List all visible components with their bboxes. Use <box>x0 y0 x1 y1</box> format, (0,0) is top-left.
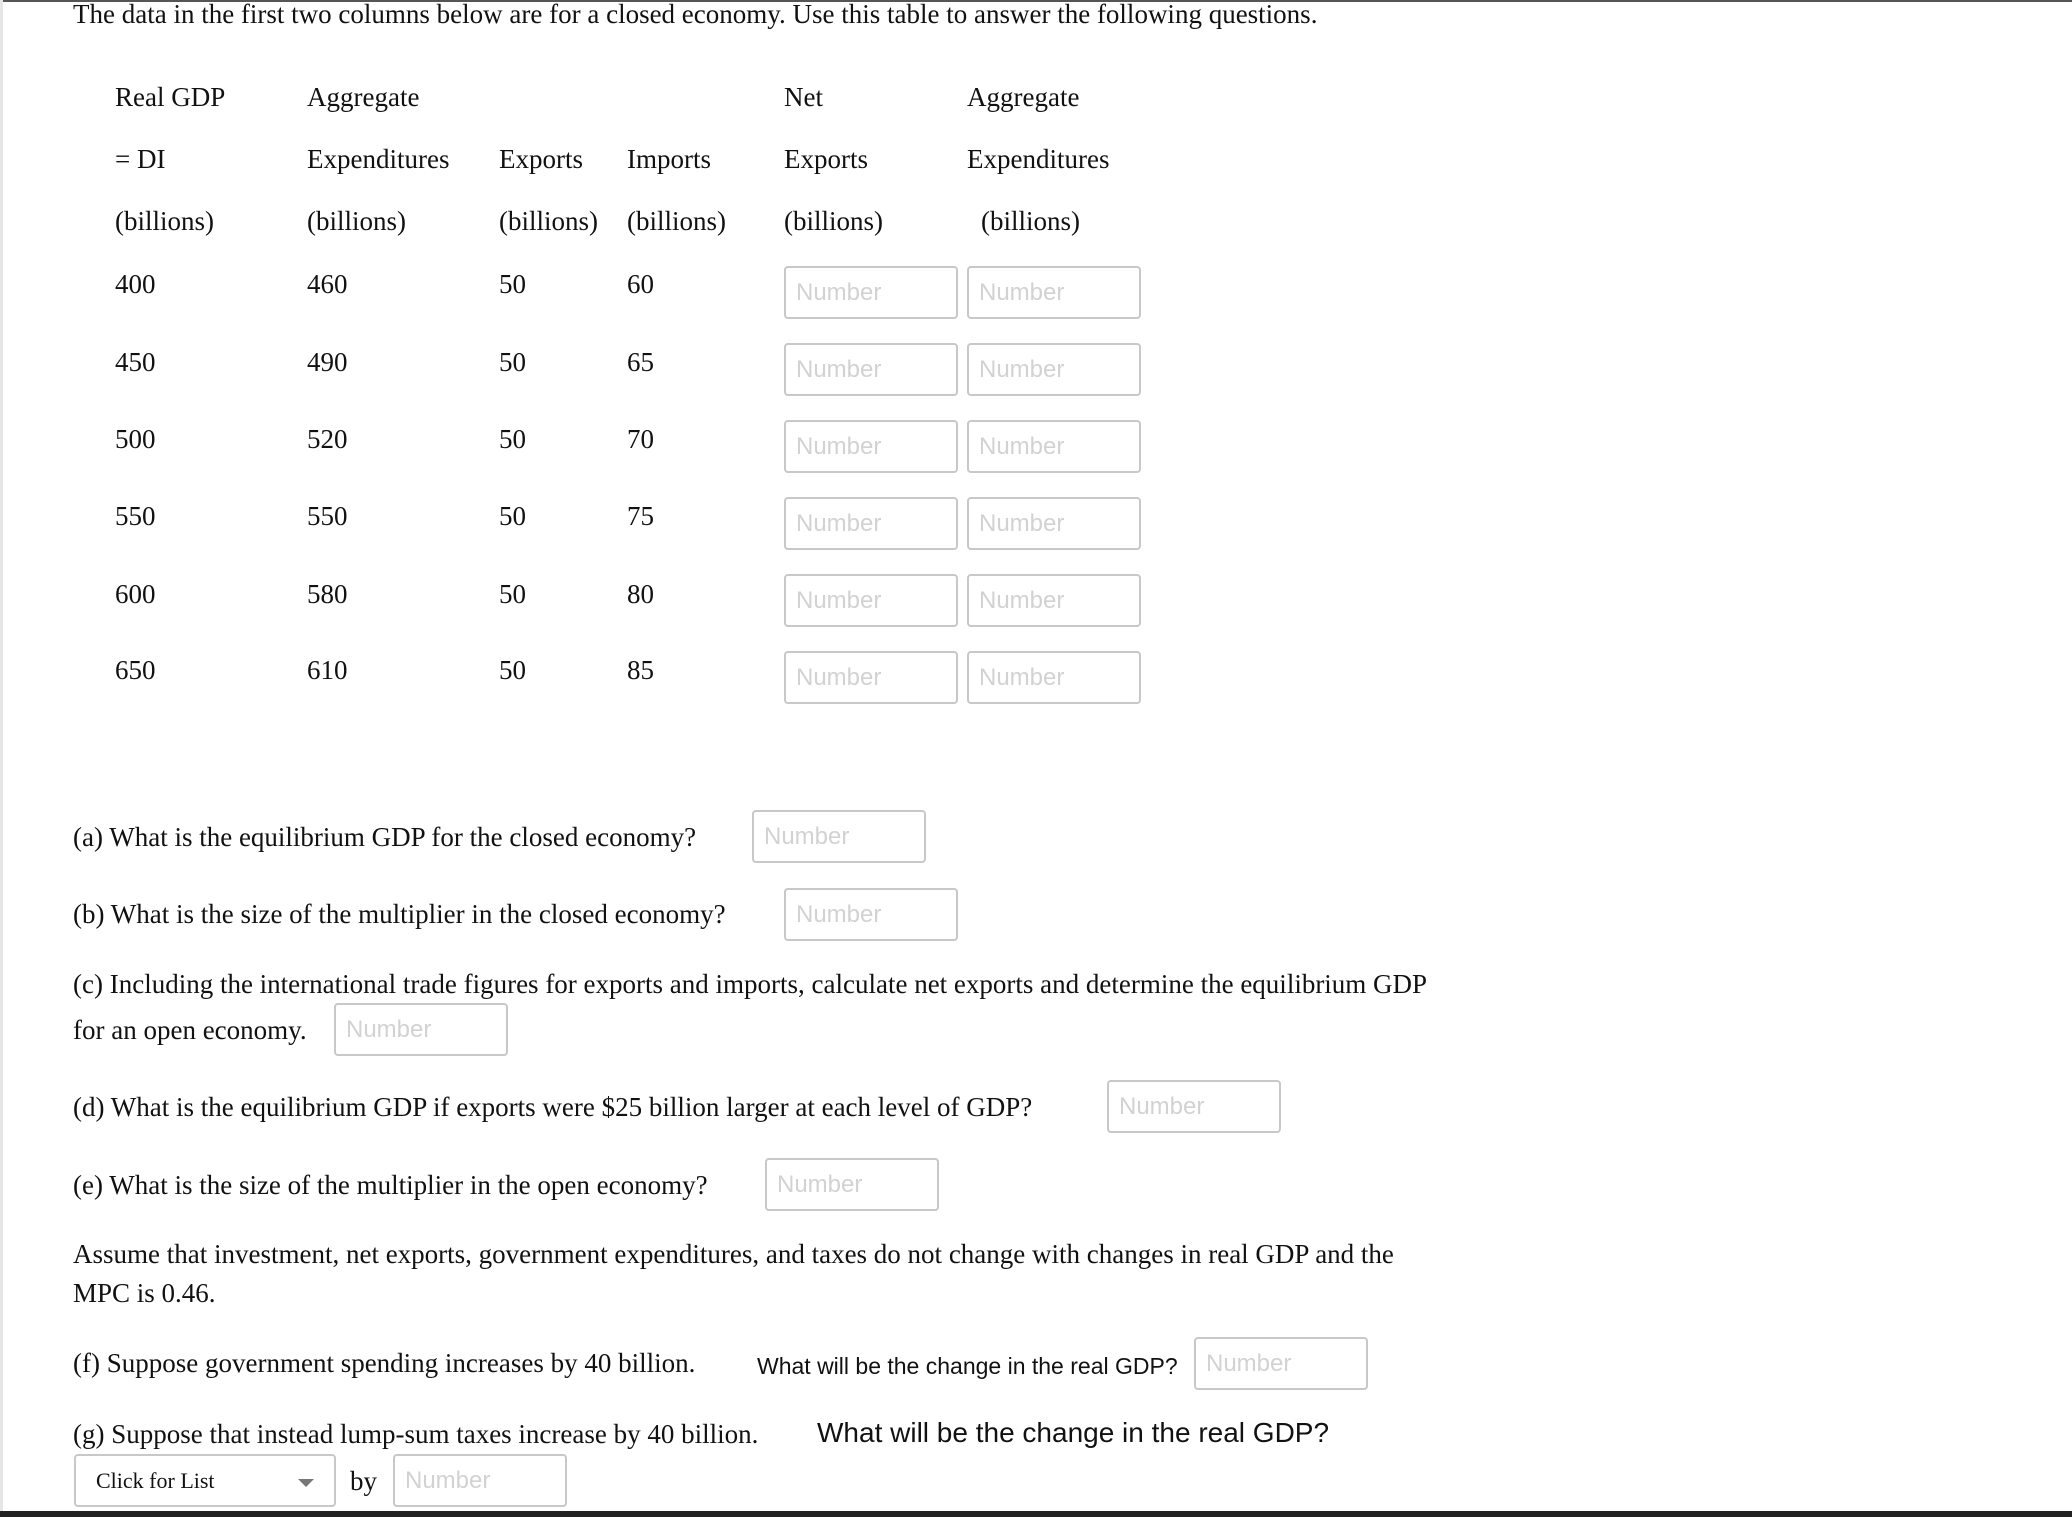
cell-gdp: 400 <box>115 269 156 299</box>
question-e: (e) What is the size of the multiplier in the open economy? <box>73 1170 708 1200</box>
bottom-border <box>0 1511 2072 1517</box>
open-ae-input-450[interactable] <box>967 343 1141 396</box>
header-netexports-line3: (billions) <box>784 206 883 236</box>
assumption-line1: Assume that investment, net exports, government expenditures, and taxes do not change with changes in real GDP and the <box>73 1239 1394 1269</box>
cell-exports: 50 <box>499 501 526 531</box>
cell-ae: 490 <box>307 347 348 377</box>
cell-gdp: 550 <box>115 501 156 531</box>
select-label: Click for List <box>96 1468 215 1493</box>
cell-ae: 610 <box>307 655 348 685</box>
answer-g-input[interactable] <box>393 1454 567 1507</box>
cell-ae: 460 <box>307 269 348 299</box>
cell-imports: 75 <box>627 501 654 531</box>
cell-gdp: 650 <box>115 655 156 685</box>
header-gdp-line2: = DI <box>115 144 166 174</box>
chevron-down-icon <box>298 1479 314 1487</box>
change-direction-select[interactable] <box>74 1454 336 1507</box>
header-openae-line3: (billions) <box>981 206 1080 236</box>
answer-a-input[interactable] <box>752 810 926 863</box>
cell-exports: 50 <box>499 424 526 454</box>
net-exports-input-550[interactable] <box>784 497 958 550</box>
cell-gdp: 450 <box>115 347 156 377</box>
cell-imports: 60 <box>627 269 654 299</box>
header-imports-line2: (billions) <box>627 206 726 236</box>
header-netexports-line1: Net <box>784 82 823 112</box>
header-ae-line1: Aggregate <box>307 82 420 112</box>
question-g-part1: (g) Suppose that instead lump-sum taxes increase by 40 billion. <box>73 1419 759 1449</box>
intro-text: The data in the first two columns below are for a closed economy. Use this table to answer the following questions. <box>73 0 1318 29</box>
header-netexports-line2: Exports <box>784 144 868 174</box>
cell-exports: 50 <box>499 347 526 377</box>
cell-gdp: 500 <box>115 424 156 454</box>
question-a: (a) What is the equilibrium GDP for the closed economy? <box>73 822 697 852</box>
net-exports-input-450[interactable] <box>784 343 958 396</box>
cell-exports: 50 <box>499 579 526 609</box>
header-openae-line1: Aggregate <box>967 82 1080 112</box>
net-exports-input-650[interactable] <box>784 651 958 704</box>
question-c-line1: (c) Including the international trade figures for exports and imports, calculate net exports and determine the equilibrium GDP <box>73 969 1428 999</box>
open-ae-input-600[interactable] <box>967 574 1141 627</box>
question-f-part1: (f) Suppose government spending increases by 40 billion. <box>73 1348 696 1378</box>
cell-gdp: 600 <box>115 579 156 609</box>
open-ae-input-650[interactable] <box>967 651 1141 704</box>
cell-imports: 65 <box>627 347 654 377</box>
question-d: (d) What is the equilibrium GDP if exports were $25 billion larger at each level of GDP? <box>73 1092 1033 1122</box>
net-exports-input-400[interactable] <box>784 266 958 319</box>
header-gdp-line1: Real GDP <box>115 82 226 112</box>
net-exports-input-500[interactable] <box>784 420 958 473</box>
cell-imports: 85 <box>627 655 654 685</box>
answer-c-input[interactable] <box>334 1003 508 1056</box>
header-gdp-line3: (billions) <box>115 206 214 236</box>
by-label: by <box>350 1466 377 1496</box>
cell-ae: 580 <box>307 579 348 609</box>
cell-ae: 550 <box>307 501 348 531</box>
header-exports-line1: Exports <box>499 144 583 174</box>
answer-b-input[interactable] <box>784 888 958 941</box>
header-openae-line2: Expenditures <box>967 144 1110 174</box>
header-ae-line3: (billions) <box>307 206 406 236</box>
open-ae-input-500[interactable] <box>967 420 1141 473</box>
answer-d-input[interactable] <box>1107 1080 1281 1133</box>
question-f-part2: What will be the change in the real GDP? <box>757 1353 1178 1379</box>
assumption-line2: MPC is 0.46. <box>73 1278 216 1308</box>
cell-imports: 70 <box>627 424 654 454</box>
header-exports-line2: (billions) <box>499 206 598 236</box>
open-ae-input-400[interactable] <box>967 266 1141 319</box>
header-imports-line1: Imports <box>627 144 711 174</box>
cell-ae: 520 <box>307 424 348 454</box>
question-b: (b) What is the size of the multiplier in the closed economy? <box>73 899 726 929</box>
header-ae-line2: Expenditures <box>307 144 450 174</box>
question-g-part2: What will be the change in the real GDP? <box>817 1417 1330 1448</box>
cell-imports: 80 <box>627 579 654 609</box>
cell-exports: 50 <box>499 269 526 299</box>
net-exports-input-600[interactable] <box>784 574 958 627</box>
answer-f-input[interactable] <box>1194 1337 1368 1390</box>
left-border <box>0 0 3 1517</box>
question-c-line2: for an open economy. <box>73 1015 307 1045</box>
open-ae-input-550[interactable] <box>967 497 1141 550</box>
answer-e-input[interactable] <box>765 1158 939 1211</box>
cell-exports: 50 <box>499 655 526 685</box>
